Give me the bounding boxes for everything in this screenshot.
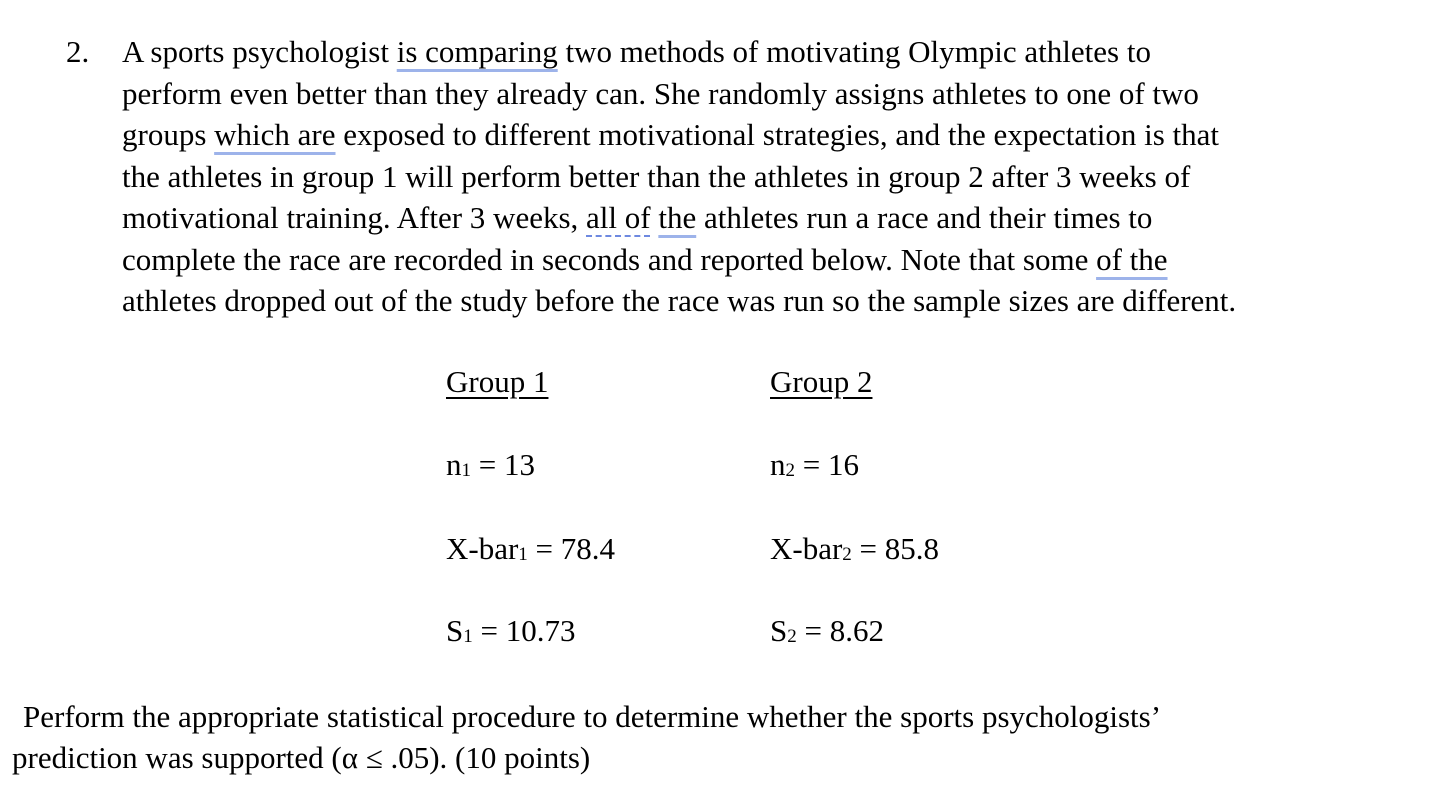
question-text <box>122 31 1432 322</box>
group-1-std-dev <box>446 613 575 655</box>
question-line <box>122 280 1432 322</box>
s1-symbol: S <box>446 613 464 648</box>
question-line <box>122 239 1432 281</box>
group-2-sample-size <box>770 447 859 489</box>
xbar1-symbol: X-bar <box>446 531 519 566</box>
question-text-run: exposed to different motivational strategies, and the expectation is that <box>335 117 1220 152</box>
question-line <box>122 197 1432 239</box>
n1-subscript: 1 <box>461 460 471 481</box>
question-text-run: A sports psychologist <box>122 34 397 69</box>
s2-value: = 8.62 <box>796 613 884 648</box>
n1-symbol: n <box>446 447 462 482</box>
question-text-run: motivational training. After 3 weeks, <box>122 200 587 235</box>
n2-value: = 16 <box>795 447 859 482</box>
question-line <box>122 31 1432 73</box>
grammar-underline-text: which are <box>214 117 336 152</box>
xbar2-value: = 85.8 <box>851 531 940 566</box>
s2-symbol: S <box>770 613 788 648</box>
grammar-underline-text: of the <box>1096 241 1168 277</box>
instruction-line: Perform the appropriate statistical procedure to determine whether the sports psychologists’ <box>23 699 1162 734</box>
question-text-run: athletes run a race and their times to <box>696 200 1153 235</box>
xbar1-subscript: 1 <box>518 544 528 565</box>
question-text-run: groups <box>122 117 215 152</box>
n1-value: = 13 <box>471 447 535 482</box>
spelling-underline-text: all of <box>586 200 651 235</box>
question-text-run: perform even better than they already can. She randomly assigns athletes to one of two <box>122 75 1199 111</box>
group-2-std-dev <box>770 613 884 655</box>
question-line <box>122 73 1432 115</box>
group-1-sample-size <box>446 447 535 489</box>
question-line <box>122 156 1432 198</box>
group-1-mean <box>446 531 615 573</box>
question-text-run: athletes dropped out of the study before the race was run so the sample sizes are different. <box>122 283 1237 318</box>
question-text-run: complete the race are recorded in seconds and reported below. Note that some <box>122 241 1097 277</box>
task-instruction <box>12 696 1161 778</box>
n2-subscript: 2 <box>785 460 795 481</box>
instruction-line: prediction was supported (α ≤ .05). (10 points) <box>12 740 591 775</box>
grammar-underline-text: is comparing <box>396 34 558 69</box>
group-1-header: Group 1 <box>446 364 549 399</box>
xbar1-value: = 78.4 <box>527 531 616 566</box>
s1-value: = 10.73 <box>472 613 576 648</box>
question-line <box>122 114 1432 156</box>
question-number: 2. <box>66 34 90 69</box>
xbar2-subscript: 2 <box>842 544 852 565</box>
s1-subscript: 1 <box>463 626 473 647</box>
question-text-run: the athletes in group 1 will perform better than the athletes in group 2 after 3 weeks of <box>122 158 1191 194</box>
s2-subscript: 2 <box>787 626 797 647</box>
n2-symbol: n <box>770 447 786 482</box>
xbar2-symbol: X-bar <box>770 531 843 566</box>
question-text-run: two methods of motivating Olympic athletes to <box>557 34 1151 69</box>
group-2-header: Group 2 <box>770 364 873 399</box>
group-2-mean <box>770 531 939 573</box>
grammar-underline-text: the <box>658 200 697 235</box>
